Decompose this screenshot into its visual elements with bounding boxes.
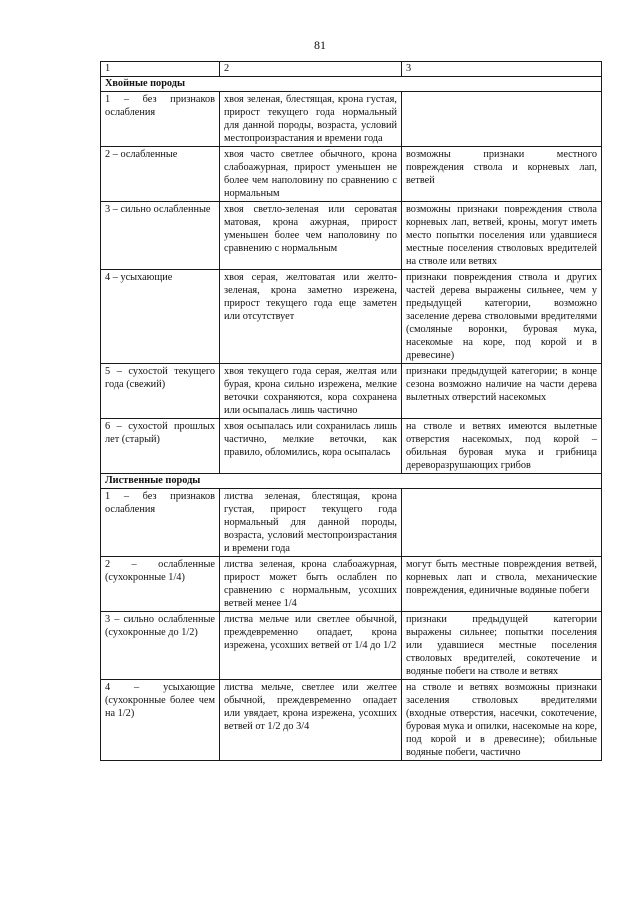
page-number: 81 [314,38,326,52]
table-row [101,202,602,270]
notes-cell: возможны признаки повреждения ствола корневых лап, ветвей, кроны, могут иметь место попытки поселения или удавшиеся местные поселения стволовых вредителей на стволе или ветвях [402,202,602,270]
notes-cell: признаки повреждения ствола и других частей дерева выражены сильнее, чем у предыдущей категории, возможно заселение дерева стволовыми вредителями (смоляные воронки, буровая мука, насекомые на коре, под корой и в древесине) [402,270,602,364]
description-cell: хвоя серая, желтоватая или желто-зеленая, крона заметно изрежена, прирост текущего года еще заметен или отсутствует [220,270,402,364]
category-cell: 3 – сильно ослабленные [101,202,220,270]
column-number-2: 2 [220,62,402,77]
category-cell: 1 – без признаков ослабления [101,489,220,557]
description-cell: листва мельче или светлее обычной, преждевременно опадает, крона изрежена, усохших ветвей от 1/4 до 1/2 [220,612,402,680]
table-row [101,92,602,147]
table-row [101,364,602,419]
table-row [101,489,602,557]
description-cell: хвоя зеленая, блестящая, крона густая, прирост текущего года нормальный для данной породы, возраста, условий местопроизрастания и времени года [220,92,402,147]
section-title: Хвойные породы [101,77,602,92]
category-cell: 1 – без признаков ослабления [101,92,220,147]
column-number-3: 3 [402,62,602,77]
notes-cell [402,92,602,147]
category-cell: 4 – усыхающие [101,270,220,364]
category-cell: 2 – ослабленные (сухокронные 1/4) [101,557,220,612]
table-row [101,680,602,761]
description-cell: листва зеленая, блестящая, крона густая, прирост текущего года нормальный для данной породы, возраста, условий местопроизрастания и времени года [220,489,402,557]
category-cell: 3 – сильно ослабленные (сухокронные до 1/2) [101,612,220,680]
category-cell: 4 – усыхающие (сухокронные более чем на 1/2) [101,680,220,761]
tree-condition-table [100,61,602,761]
section-title: Лиственные породы [101,474,602,489]
category-cell: 6 – сухостой прошлых лет (старый) [101,419,220,474]
notes-cell: на стволе и ветвях имеются вылетные отверстия насекомых, под корой – обильная буровая мука и грибница дереворазрушающих грибов [402,419,602,474]
description-cell: листва зеленая, крона слабоажурная, прирост может быть ослаблен по сравнению с нормальным, усохших ветвей менее 1/4 [220,557,402,612]
table-row [101,612,602,680]
column-number-1: 1 [101,62,220,77]
section-row [101,474,602,489]
description-cell: хвоя светло-зеленая или сероватая матовая, крона ажурная, прирост уменьшен более чем наполовину по сравнению с нормальным [220,202,402,270]
section-row [101,77,602,92]
notes-cell [402,489,602,557]
description-cell: хвоя осыпалась или сохранилась лишь частично, мелкие веточки, как правило, обломились, кора осыпалась [220,419,402,474]
table-body [101,62,602,761]
table-row [101,557,602,612]
description-cell: хвоя текущего года серая, желтая или бурая, крона сильно изрежена, мелкие веточки сохраняются, кора сохранена или осыпалась лишь частично [220,364,402,419]
description-cell: листва мельче, светлее или желтее обычной, преждевременно опадает или увядает, крона изрежена, усохших ветвей от 1/2 до 3/4 [220,680,402,761]
column-number-row [101,62,602,77]
notes-cell: признаки предыдущей категории; в конце сезона возможно наличие на части дерева вылетных отверстий насекомых [402,364,602,419]
table-row [101,270,602,364]
category-cell: 2 – ослабленные [101,147,220,202]
table-row [101,419,602,474]
notes-cell: признаки предыдущей категории выражены сильнее; попытки поселения или удавшиеся местные поселения стволовых вредителей, сокотечение и водяные побеги на стволе и ветвях [402,612,602,680]
description-cell: хвоя часто светлее обычного, крона слабоажурная, прирост уменьшен не более чем наполовину по сравнению с нормальным [220,147,402,202]
category-cell: 5 – сухостой текущего года (свежий) [101,364,220,419]
notes-cell: возможны признаки местного повреждения ствола и корневых лап, ветвей [402,147,602,202]
table-row [101,147,602,202]
notes-cell: могут быть местные повреждения ветвей, корневых лап и ствола, механические повреждения, единичные водяные побеги [402,557,602,612]
notes-cell: на стволе и ветвях возможны признаки заселения стволовых вредителями (входные отверстия, насечки, сокотечение, буровая мука и опилки, насекомые на коре, под корой и в древесине); обильные водяные побеги, частично [402,680,602,761]
